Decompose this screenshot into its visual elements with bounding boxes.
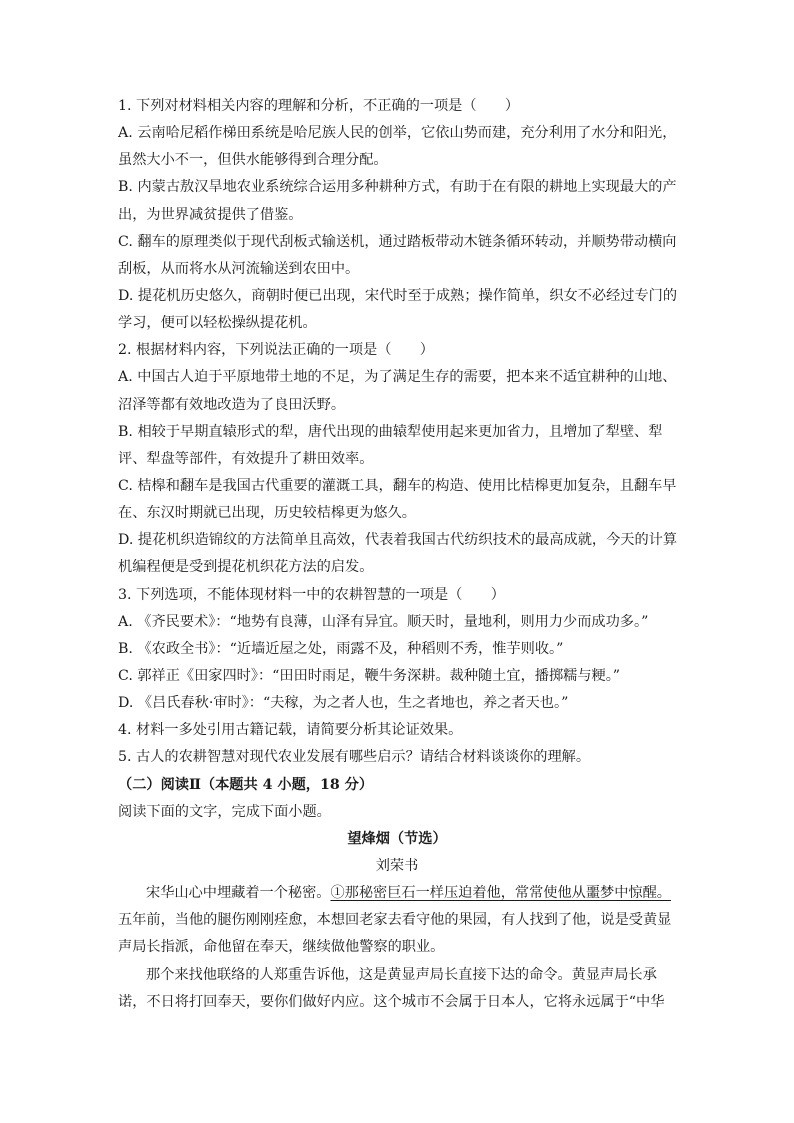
section-heading: （二）阅读Ⅱ（本题共 4 小题，18 分） (118, 776, 374, 793)
passage-paragraph-1-cont: 五年前，当他的腿伤刚刚痊愈，本想回老家去看守他的果园，有人找到了他，说是受黄显 (118, 912, 672, 929)
question-2-option-c-cont: 在、东汉时期就已出现，历史较桔槔更为悠久。 (118, 505, 416, 522)
passage-title: 望烽烟（节选） (347, 830, 447, 847)
question-2-option-c: C. 桔槔和翻车是我国古代重要的灌溉工具，翻车的构造、使用比桔槔更加复杂，且翻车早 (118, 477, 677, 494)
question-2-option-b: B. 相较于早期直辕形式的犁，唐代出现的曲辕犁使用起来更加省力，且增加了犁壁、犁 (118, 423, 663, 440)
question-1-stem: 1. 下列对材料相关内容的理解和分析，不正确的一项是（ ） (118, 98, 520, 114)
passage-paragraph-1 (118, 880, 676, 907)
passage-author: 刘荣书 (375, 857, 419, 874)
question-4: 4. 材料一多处引用古籍记载，请简要分析其论证效果。 (118, 722, 463, 739)
question-1-option-c-cont: 刮板，从而将水从河流输送到农田中。 (118, 260, 360, 277)
passage-paragraph-2: 那个来找他联络的人郑重告诉他，这是黄显声局长直接下达的命令。黄显声局长承 (146, 966, 657, 983)
question-1-option-d-cont: 学习，便可以轻松操纵提花机。 (118, 315, 317, 332)
question-2-stem: 2. 根据材料内容，下列说法正确的一项是（ ） (118, 342, 434, 359)
question-1-option-d: D. 提花机历史悠久，商朝时便已出现，宋代时至于成熟；操作简单，织女不必经过专门的 (118, 287, 678, 304)
passage-text: 宋华山心中埋藏着一个秘密。 (146, 885, 331, 902)
question-1-option-a: A. 云南哈尼稻作梯田系统是哈尼族人民的创举，它依山势而建，充分利用了水分和阳光， (118, 125, 677, 142)
question-3-option-d: D. 《吕氏春秋·审时》：“夫稼，为之者人也，生之者地也，养之者天也。” (118, 695, 569, 712)
question-1-option-b-cont: 出，为世界减贫提供了借鉴。 (118, 206, 303, 223)
question-2-option-b-cont: 评、犁盘等部件，有效提升了耕田效率。 (118, 450, 374, 467)
question-1-option-b: B. 内蒙古敖汉旱地农业系统综合运用多种耕种方式，有助于在有限的耕地上实现最大的产 (118, 179, 677, 196)
question-3-option-a: A. 《齐民要术》：“地势有良薄，山泽有异宜。顺天时，量地利，则用力少而成功多。” (118, 613, 649, 630)
question-2-option-a: A. 中国古人迫于平原地带土地的不足，为了满足生存的需要，把本来不适宜耕种的山地、 (118, 369, 677, 386)
question-1-option-c: C. 翻车的原理类似于现代刮板式输送机，通过踏板带动木链条循环转动，并顺势带动横向 (118, 233, 677, 250)
document-page (118, 93, 676, 1016)
question-2-option-d: D. 提花机织造锦纹的方法简单且高效，代表着我国古代纺织技术的最高成就，今天的计算 (118, 532, 678, 549)
question-2-option-a-cont: 沼泽等都有效地改造为了良田沃野。 (118, 396, 346, 413)
passage-paragraph-1-cont: 声局长指派，命他留在奉天，继续做他警察的职业。 (118, 939, 445, 956)
question-3-option-b: B. 《农政全书》：“近墙近屋之处，雨露不及，种稻则不秀，惟芋则收。” (118, 640, 564, 657)
underlined-sentence-1: ①那秘密巨石一样压迫着他，常常使他从噩梦中惊醒。 (330, 885, 671, 902)
question-2-option-d-cont: 机编程便是受到提花机织花方法的启发。 (118, 559, 374, 576)
question-3-stem: 3. 下列选项，不能体现材料一中的农耕智慧的一项是（ ） (118, 586, 505, 603)
question-1-option-a-cont: 虽然大小不一，但供水能够得到合理分配。 (118, 152, 388, 169)
section-instruction: 阅读下面的文字，完成下面小题。 (118, 803, 331, 820)
question-5: 5. 古人的农耕智慧对现代农业发展有哪些启示？请结合材料谈谈你的理解。 (118, 749, 591, 766)
question-3-option-c: C. 郭祥正《田家四时》：“田田时雨足，鞭牛务深耕。裁种随土宜，播掷糯与粳。” (118, 667, 621, 684)
passage-paragraph-2-cont: 诺，不日将打回奉天，要你们做好内应。这个城市不会属于日本人，它将永远属于“中华 (118, 993, 665, 1010)
